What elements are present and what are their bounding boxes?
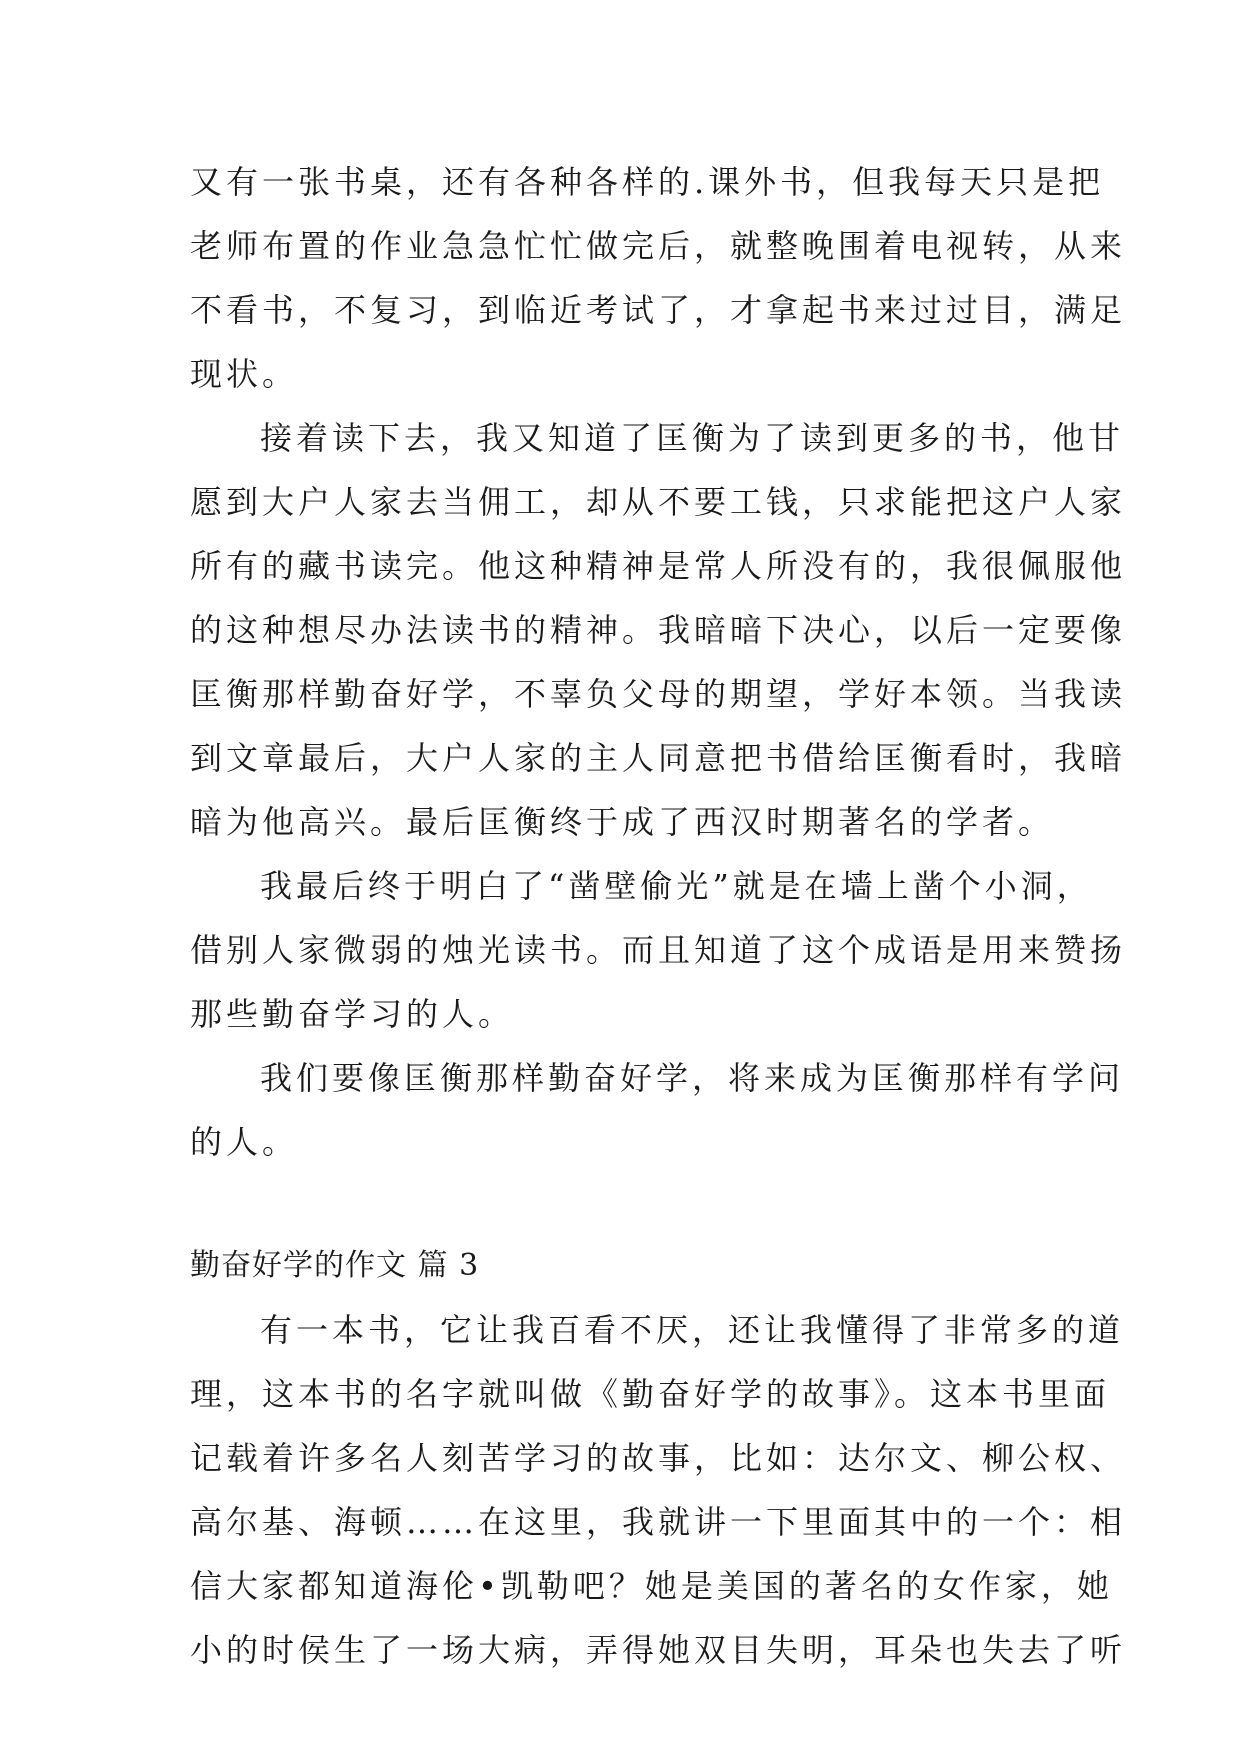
paragraph-5 xyxy=(190,1298,1127,1682)
section-title: 勤奋好学的作文 篇 3 xyxy=(190,1248,480,1283)
text-line: 的人。 xyxy=(190,1123,299,1161)
text-line: 记载着许多名人刻苦学习的故事，比如：达尔文、柳公权、 xyxy=(190,1439,1127,1477)
text-line: 老师布置的作业急急忙忙做完后，就整晚围着电视转，从来 xyxy=(190,227,1127,265)
paragraph-4 xyxy=(190,1046,1125,1174)
text-line: 借别人家微弱的烛光读书。而且知道了这个成语是用来赞扬 xyxy=(190,931,1127,969)
text-line: 我最后终于明白了“凿壁偷光”就是在墙上凿个小洞， xyxy=(260,867,1093,905)
text-line: 那些勤奋学习的人。 xyxy=(190,995,515,1033)
text-line: 的这种想尽办法读书的精神。我暗暗下决心，以后一定要像 xyxy=(190,611,1127,649)
paragraph-2 xyxy=(190,406,1127,854)
text-line: 不看书，不复习，到临近考试了，才拿起书来过过目，满足 xyxy=(190,291,1127,329)
text-line: 现状。 xyxy=(190,355,299,393)
text-line: 有一本书，它让我百看不厌，还让我懂得了非常多的道 xyxy=(260,1311,1125,1349)
text-line: 接着读下去，我又知道了匡衡为了读到更多的书，他甘 xyxy=(260,419,1125,457)
text-line: 信大家都知道海伦•凯勒吧？她是美国的著名的女作家，她 xyxy=(190,1567,1113,1605)
text-line: 匡衡那样勤奋好学，不辜负父母的期望，学好本领。当我读 xyxy=(190,675,1127,713)
text-line: 理，这本书的名字就叫做《勤奋好学的故事》。这本书里面 xyxy=(190,1375,1111,1413)
text-line: 我们要像匡衡那样勤奋好学，将来成为匡衡那样有学问 xyxy=(260,1059,1125,1097)
text-line: 愿到大户人家去当佣工，却从不要工钱，只求能把这户人家 xyxy=(190,483,1127,521)
text-line: 所有的藏书读完。他这种精神是常人所没有的，我很佩服他 xyxy=(190,547,1127,585)
text-line: 小的时侯生了一场大病，弄得她双目失明，耳朵也失去了听 xyxy=(190,1631,1127,1669)
text-line: 高尔基、海顿……在这里，我就讲一下里面其中的一个：相 xyxy=(190,1503,1127,1541)
text-line: 暗为他高兴。最后匡衡终于成了西汉时期著名的学者。 xyxy=(190,803,1055,841)
paragraph-1 xyxy=(190,150,1127,406)
text-line: 到文章最后，大户人家的主人同意把书借给匡衡看时，我暗 xyxy=(190,739,1127,777)
section-gap xyxy=(190,1174,1050,1234)
document-page xyxy=(190,150,1127,1682)
text-line: 又有一张书桌，还有各种各样的.课外书，但我每天只是把 xyxy=(190,163,1105,201)
paragraph-3 xyxy=(190,854,1127,1046)
